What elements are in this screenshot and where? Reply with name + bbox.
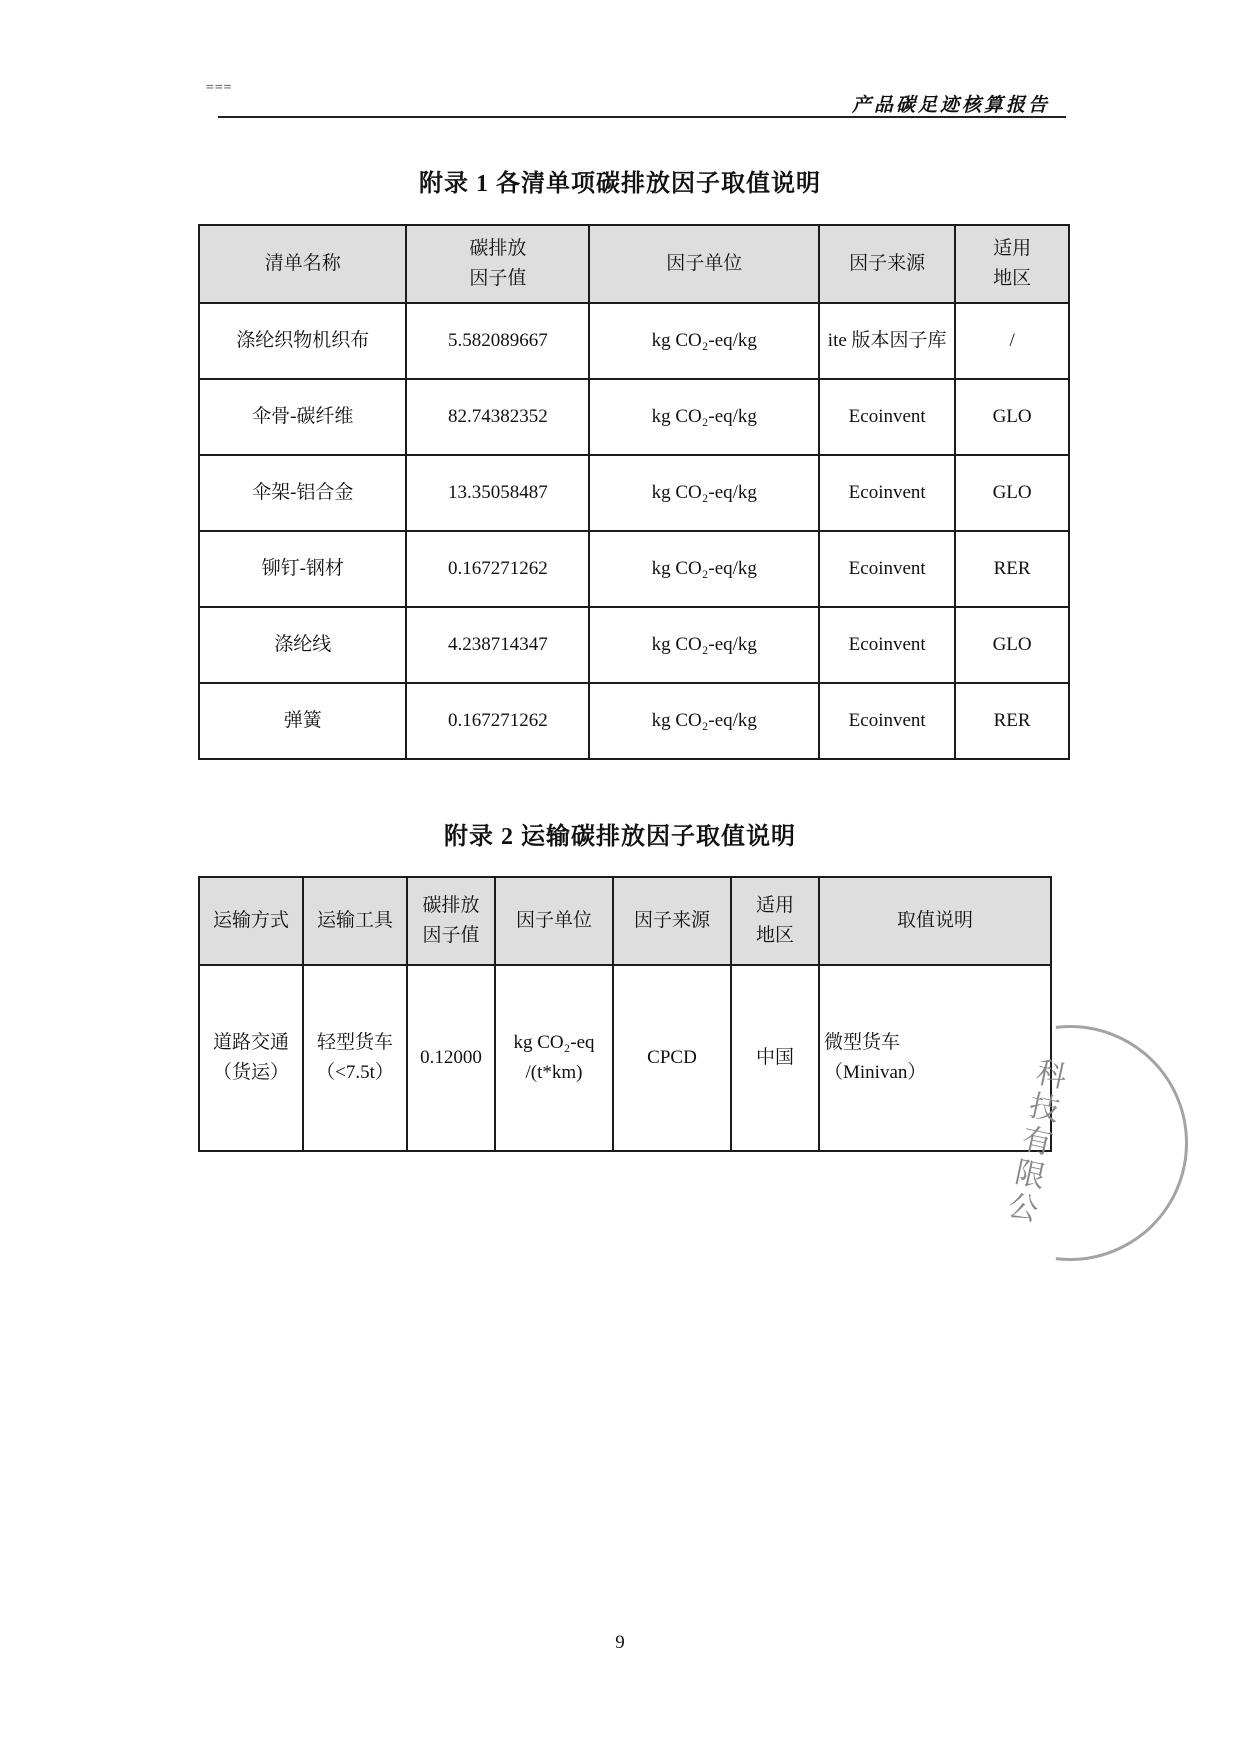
header-factor-value: 碳排放 因子值 [407, 877, 495, 965]
table-row [199, 455, 1069, 531]
header-value-note: 取值说明 [819, 877, 1051, 965]
cell-factor-source: Ecoinvent [819, 379, 955, 455]
cell-factor-value: 0.167271262 [406, 531, 589, 607]
cell-factor-value: 4.238714347 [406, 607, 589, 683]
appendix1-table [198, 224, 1070, 760]
company-seal-text: 科技有限公 [1004, 1055, 1070, 1229]
cell-transport-mode: 道路交通 （货运） [199, 965, 303, 1151]
cell-factor-source: CPCD [613, 965, 731, 1151]
cell-item-name: 铆钉-钢材 [199, 531, 406, 607]
cell-factor-source: ite 版本因子库 [819, 303, 955, 379]
cell-value-note: 微型货车 （Minivan） [819, 965, 1051, 1151]
header-region: 适用 地区 [731, 877, 819, 965]
table-row [199, 965, 1051, 1151]
cell-factor-source: Ecoinvent [819, 607, 955, 683]
cell-factor-unit: kg CO₂-eq/kg [589, 379, 819, 455]
table-row [199, 683, 1069, 759]
page-number: 9 [615, 1632, 625, 1653]
running-header-title: 产品碳足迹核算报告 [851, 95, 1050, 116]
header-factor-source: 因子来源 [819, 225, 955, 303]
header-rule [218, 116, 1066, 118]
cell-factor-value: 5.582089667 [406, 303, 589, 379]
table-row [199, 379, 1069, 455]
cell-item-name: 弹簧 [199, 683, 406, 759]
cell-factor-unit: kg CO₂-eq /(t*km) [495, 965, 613, 1151]
table-header-row [199, 877, 1051, 965]
cell-factor-value: 0.167271262 [406, 683, 589, 759]
corner-mark: === [206, 80, 233, 95]
cell-factor-value: 82.74382352 [406, 379, 589, 455]
cell-factor-value: 13.35058487 [406, 455, 589, 531]
cell-factor-unit: kg CO₂-eq/kg [589, 683, 819, 759]
cell-factor-unit: kg CO₂-eq/kg [589, 531, 819, 607]
cell-item-name: 伞架-铝合金 [199, 455, 406, 531]
header-transport-vehicle: 运输工具 [303, 877, 407, 965]
header-factor-value: 碳排放 因子值 [406, 225, 589, 303]
table-row [199, 607, 1069, 683]
header-factor-unit: 因子单位 [589, 225, 819, 303]
appendix2-title: 附录 2 运输碳排放因子取值说明 [444, 824, 796, 850]
header-item-name: 清单名称 [199, 225, 406, 303]
header-transport-mode: 运输方式 [199, 877, 303, 965]
cell-transport-vehicle: 轻型货车 （<7.5t） [303, 965, 407, 1151]
cell-factor-unit: kg CO₂-eq/kg [589, 607, 819, 683]
cell-region: RER [955, 531, 1069, 607]
cell-factor-source: Ecoinvent [819, 455, 955, 531]
cell-item-name: 涤纶线 [199, 607, 406, 683]
header-region: 适用 地区 [955, 225, 1069, 303]
table-row [199, 531, 1069, 607]
cell-factor-source: Ecoinvent [819, 531, 955, 607]
table-row [199, 303, 1069, 379]
cell-region: RER [955, 683, 1069, 759]
cell-region: / [955, 303, 1069, 379]
appendix1-title: 附录 1 各清单项碳排放因子取值说明 [419, 171, 821, 197]
cell-factor-unit: kg CO₂-eq/kg [589, 303, 819, 379]
header-factor-unit: 因子单位 [495, 877, 613, 965]
cell-item-name: 伞骨-碳纤维 [199, 379, 406, 455]
cell-factor-source: Ecoinvent [819, 683, 955, 759]
cell-factor-unit: kg CO₂-eq/kg [589, 455, 819, 531]
header-factor-source: 因子来源 [613, 877, 731, 965]
cell-region: GLO [955, 455, 1069, 531]
cell-region: GLO [955, 607, 1069, 683]
appendix2-table [198, 876, 1052, 1152]
cell-factor-value: 0.12000 [407, 965, 495, 1151]
cell-item-name: 涤纶织物机织布 [199, 303, 406, 379]
table-header-row [199, 225, 1069, 303]
cell-region: GLO [955, 379, 1069, 455]
cell-region: 中国 [731, 965, 819, 1151]
